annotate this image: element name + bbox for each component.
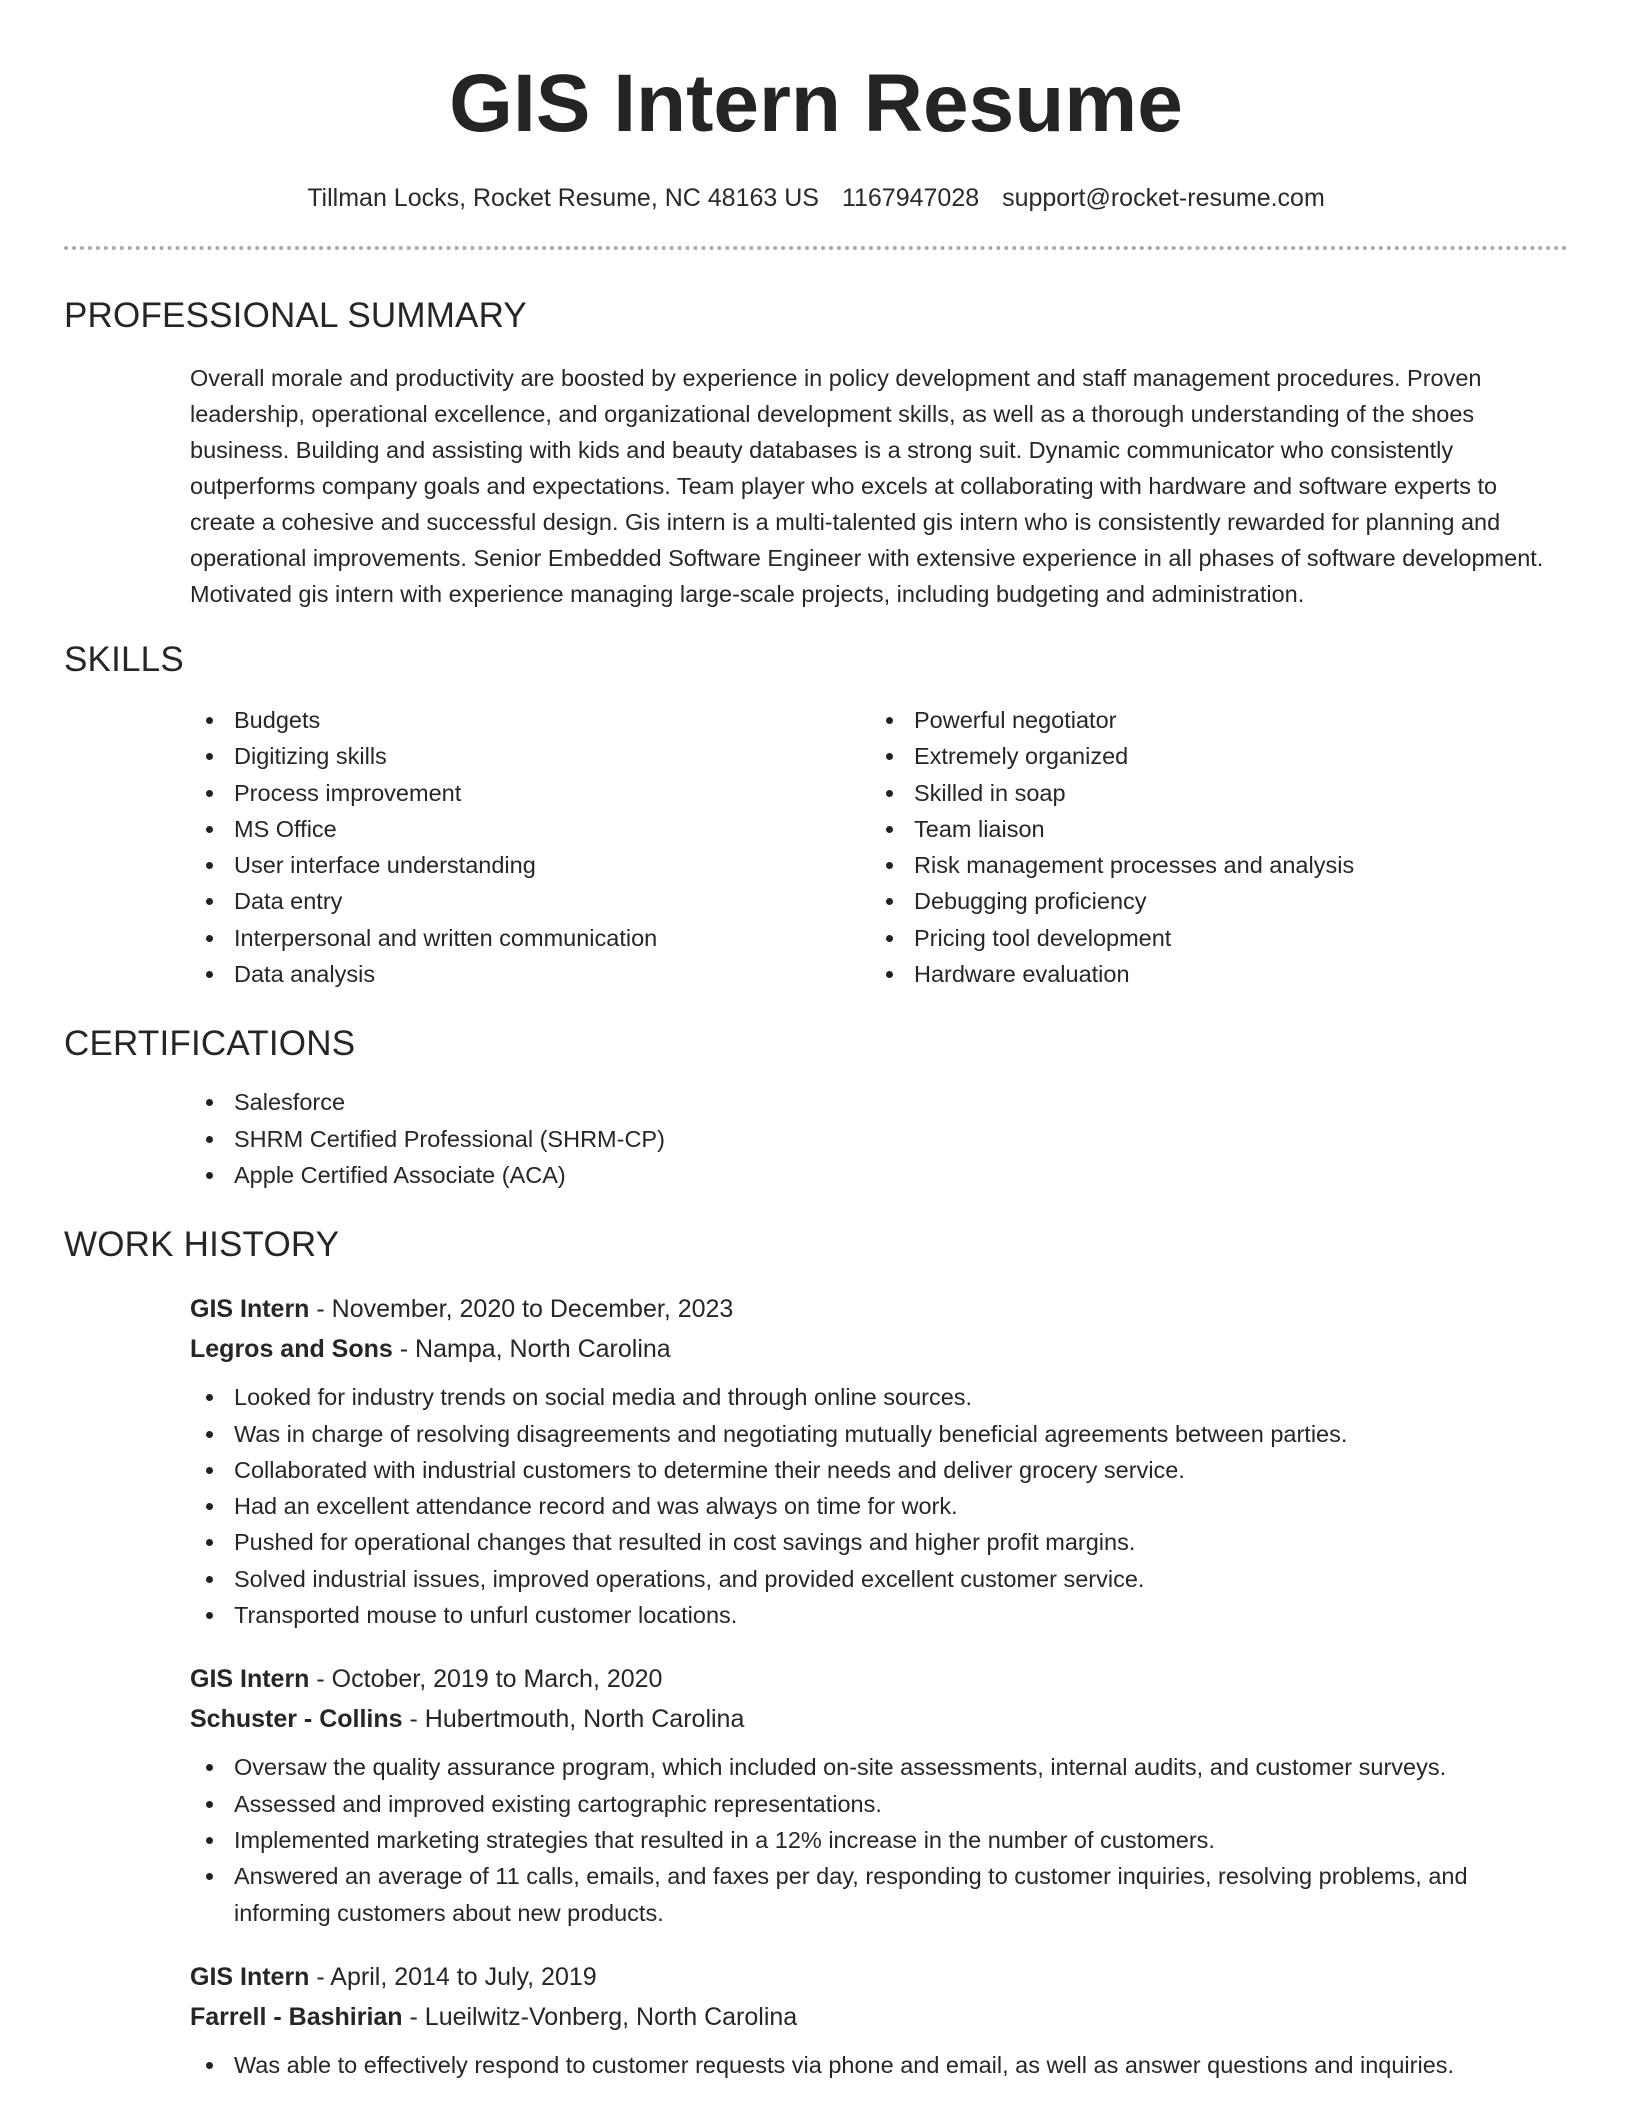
skill-item: Team liaison [870,811,1550,847]
job-dates: - April, 2014 to July, 2019 [309,1962,597,1991]
skill-item: Process improvement [190,775,870,811]
job-bullet: Transported mouse to unfurl customer locations. [190,1597,1568,1633]
work-history-heading: WORK HISTORY [64,1225,340,1265]
job-title: GIS Intern [190,1962,310,1991]
job-company: Farrell - Bashirian [190,2002,403,2031]
job-location: - Nampa, North Carolina [392,1335,671,1364]
skill-item: Risk management processes and analysis [870,847,1550,883]
job-company-line [190,1699,1568,1739]
skills-list-right [870,702,1550,992]
certifications-heading: CERTIFICATIONS [64,1024,356,1064]
skill-item: Hardware evaluation [870,956,1550,992]
job-bullet: Had an excellent attendance record and was always on time for work. [190,1488,1568,1524]
job-title-line [190,1957,1568,1997]
contact-line [64,180,1568,216]
certification-item: SHRM Certified Professional (SHRM-CP) [190,1121,1568,1157]
job-title: GIS Intern [190,1665,310,1694]
job-bullets [64,2047,1568,2083]
contact-phone: 1167947028 [841,184,980,212]
job-entry [190,1957,1568,2083]
job-location: - Hubertmouth, North Carolina [402,1705,745,1734]
summary-text: Overall morale and productivity are boosted by experience in policy development and staff management procedures. Proven leadership, operational excellence, and organizational development skills, as well as a thorough understanding of the shoes business. Building and assisting with kids and beauty databases is a strong suit. Dynamic communicator who consistently outperforms company goals and expectations. Team player who excels at collaborating with hardware and software experts to create a cohesive and successful design. Gis intern is a multi-talented gis intern who is consistently rewarded for planning and operational improvements. Senior Embedded Software Engineer with extensive experience in all phases of software development. Motivated gis intern with experience managing large-scale projects, including budgeting and administration. [190,365,1544,607]
skill-item: Pricing tool development [870,920,1550,956]
skill-item: Data entry [190,883,870,919]
skill-item: Extremely organized [870,738,1550,774]
job-bullets [64,1749,1568,1930]
job-entry [190,1289,1568,1633]
skill-item: Skilled in soap [870,775,1550,811]
job-title: GIS Intern [190,1295,310,1324]
job-bullet: Collaborated with industrial customers to determine their needs and deliver grocery service. [190,1452,1568,1488]
job-title-line [190,1659,1568,1699]
skill-item: Powerful negotiator [870,702,1550,738]
resume-title: GIS Intern Resume [449,58,1183,149]
job-bullet: Oversaw the quality assurance program, which included on-site assessments, internal audits, and customer surveys. [190,1749,1568,1785]
skill-item: Data analysis [190,956,870,992]
job-title-line [190,1289,1568,1329]
job-bullet: Answered an average of 11 calls, emails, and faxes per day, responding to customer inquiries, resolving problems, and informing customers about new products. [190,1858,1568,1931]
job-dates: - October, 2019 to March, 2020 [309,1665,663,1694]
skill-item: Debugging proficiency [870,883,1550,919]
certification-item: Salesforce [190,1084,1568,1120]
header-divider [64,246,1568,250]
skill-item: User interface understanding [190,847,870,883]
job-bullet: Was in charge of resolving disagreements and negotiating mutually beneficial agreements between parties. [190,1416,1568,1452]
skills-grid [190,702,1568,992]
certifications-list [190,1084,1568,1193]
job-bullet: Was able to effectively respond to customer requests via phone and email, as well as answer questions and inquiries. [190,2047,1568,2083]
job-company: Legros and Sons [190,1335,393,1364]
skills-list-left [190,702,870,992]
job-bullet: Pushed for operational changes that resulted in cost savings and higher profit margins. [190,1524,1568,1560]
certification-item: Apple Certified Associate (ACA) [190,1157,1568,1193]
job-bullet: Looked for industry trends on social media and through online sources. [190,1379,1568,1415]
contact-address: Tillman Locks, Rocket Resume, NC 48163 US [307,184,819,212]
skill-item: Digitizing skills [190,738,870,774]
job-company-line [190,1329,1568,1369]
skill-item: Budgets [190,702,870,738]
job-bullet: Implemented marketing strategies that resulted in a 12% increase in the number of customers. [190,1822,1568,1858]
job-bullets [64,1379,1568,1633]
job-location: - Lueilwitz-Vonberg, North Carolina [402,2002,798,2031]
skill-item: Interpersonal and written communication [190,920,870,956]
job-company: Schuster - Collins [190,1705,403,1734]
job-company-line [190,1997,1568,2037]
skills-heading: SKILLS [64,640,184,679]
job-dates: - November, 2020 to December, 2023 [309,1295,734,1324]
skill-item: MS Office [190,811,870,847]
job-bullet: Solved industrial issues, improved operations, and provided excellent customer service. [190,1561,1568,1597]
summary-heading: PROFESSIONAL SUMMARY [64,296,527,335]
job-entry [190,1659,1568,1930]
job-bullet: Assessed and improved existing cartographic representations. [190,1786,1568,1822]
contact-email: support@rocket-resume.com [1002,184,1325,212]
